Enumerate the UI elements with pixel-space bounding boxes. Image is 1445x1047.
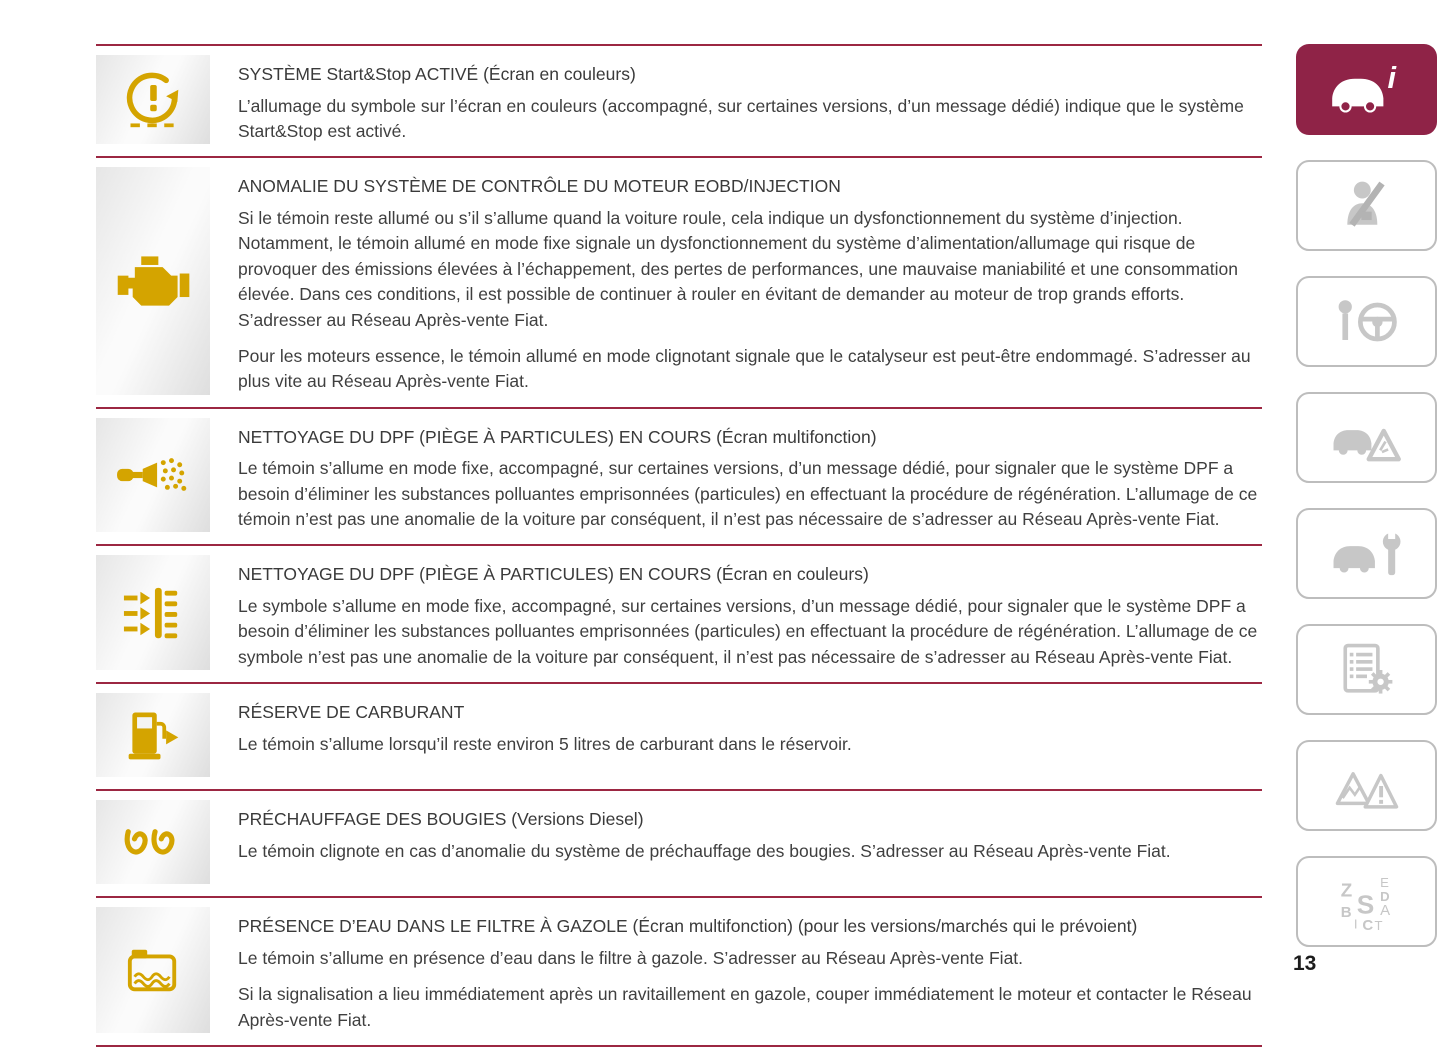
- section-paragraph: Le témoin clignote en cas d’anomalie du système de préchauffage des bougies. S’adresser au Réseau Après-vente Fiat.: [238, 840, 1171, 861]
- warning-light-cell: [96, 167, 210, 394]
- svg-text:C: C: [1361, 916, 1373, 932]
- section-paragraph: Le témoin s’allume en mode fixe, accompagné, sur certaines versions, d’un message dédié, pour signaler que le système DPF a besoin d’éliminer les substances polluantes emprisonnées (particules) en effectuant la procédure de régénération. L’allumage de ce témoin n’est pas une anomalie de la voiture par conséquent, il n’est pas nécessaire de s’adresser au Réseau Après-vente Fiat.: [238, 458, 1258, 529]
- section-paragraph: Le témoin s’allume lorsqu’il reste environ 5 litres de carburant dans le réservoir.: [238, 733, 852, 754]
- svg-text:E: E: [1379, 874, 1389, 890]
- warning-light-cell: [96, 907, 210, 1033]
- car-wrench-icon: [1330, 527, 1404, 581]
- seatbelt-person-icon: [1337, 176, 1397, 236]
- warning-light-cell: [96, 693, 210, 777]
- document-gear-icon: [1338, 641, 1396, 699]
- section-paragraph: L’allumage du symbole sur l’écran en couleurs (accompagné, sur certaines versions, d’un message dédié) indique que le système Start&Stop est activé.: [238, 95, 1244, 141]
- car-info-icon: [1324, 61, 1410, 119]
- section-paragraph: Pour les moteurs essence, le témoin allumé en mode clignotant signale que le catalyseur est peut-être endommagé. S’adresser au plus vite au Réseau Après-vente Fiat.: [238, 345, 1251, 392]
- svg-text:D: D: [1379, 888, 1390, 904]
- engine-check-indicator-icon: [113, 250, 193, 312]
- sidebar-item-emergency[interactable]: [1296, 740, 1437, 831]
- page-number: 13: [1293, 952, 1317, 975]
- dpf-cleaning-indicator-icon: [115, 450, 191, 500]
- section-eobd: [96, 156, 1262, 406]
- warning-light-cell: [96, 418, 210, 533]
- warning-triangles-icon: [1334, 759, 1400, 813]
- section-title: ANOMALIE DU SYSTÈME DE CONTRÔLE DU MOTEUR EOBD/INJECTION: [238, 176, 841, 197]
- svg-text:i: i: [1386, 60, 1396, 95]
- sidebar-item-vehicle-info[interactable]: [1296, 44, 1437, 135]
- section-paragraph: Si la signalisation a lieu immédiatement après un ravitaillement en gazole, couper immédiatement le moteur et contacter le Réseau Après-vente Fiat.: [238, 984, 1252, 1030]
- sidebar-item-safety[interactable]: [1296, 160, 1437, 251]
- sidebar-item-alphabetical-index[interactable]: [1296, 856, 1437, 947]
- glow-plug-indicator-icon: [120, 821, 186, 863]
- section-title: PRÉCHAUFFAGE DES BOUGIES (Versions Diesel): [238, 809, 644, 830]
- sidebar-item-starting-driving[interactable]: [1296, 276, 1437, 367]
- section-title: SYSTÈME Start&Stop ACTIVÉ (Écran en couleurs): [238, 64, 636, 84]
- svg-text:Z: Z: [1340, 878, 1352, 900]
- chapter-tab-sidebar: [1296, 44, 1437, 947]
- sidebar-item-maintenance[interactable]: [1296, 508, 1437, 599]
- svg-text:B: B: [1340, 903, 1352, 921]
- section-title: NETTOYAGE DU DPF (PIÈGE À PARTICULES) EN COURS (Écran multifonction): [238, 426, 877, 447]
- alphabet-letters-icon: [1337, 872, 1397, 932]
- sidebar-item-technical-data[interactable]: [1296, 624, 1437, 715]
- section-paragraph: Le témoin s’allume en présence d’eau dans le filtre à gazole. S’adresser au Réseau Après-vente Fiat.: [238, 947, 1024, 968]
- water-in-fuel-filter-indicator-icon: [122, 942, 184, 998]
- fuel-reserve-indicator-icon: [123, 705, 183, 765]
- manual-content: [96, 44, 1262, 1047]
- section-title: PRÉSENCE D’EAU DANS LE FILTRE À GAZOLE (Écran multifonction) (pour les versions/marchés qui le prévoient): [238, 916, 1138, 937]
- car-warning-triangle-icon: [1330, 411, 1404, 465]
- svg-text:A: A: [1379, 901, 1390, 919]
- section-paragraph: Si le témoin reste allumé ou s’il s’allume quand la voiture roule, cela indique un dysfonctionnement du système d’injection. Notamment, le témoin allumé en mode fixe signale un dysfonctionnement du système d’alimentation/allumage qui risque de provoquer des émissions élevées à l’échappement, des pertes de performances, une mauvaise maniabilité et une consommation élevée. Dans ces conditions, il est possible de continuer à rouler en évitant de demander au moteur de trop grands efforts. S’adresser au Réseau Après-vente Fiat.: [238, 208, 1239, 330]
- svg-text:S: S: [1356, 888, 1374, 919]
- section-start-stop: [96, 44, 1262, 156]
- section-fuel-reserve: [96, 682, 1262, 789]
- sidebar-item-warning-lights[interactable]: [1296, 392, 1437, 483]
- section-paragraph: Le symbole s’allume en mode fixe, accompagné, sur certaines versions, d’un message dédié, pour signaler que le système DPF a besoin d’éliminer les substances polluantes emprisonnées (particules) en effectuant la procédure de régénération. L’allumage de ce symbole n’est pas une anomalie de la voiture par conséquent, il n’est pas nécessaire de s’adresser au Réseau Après-vente Fiat.: [238, 596, 1258, 667]
- dpf-cleaning-color-screen-indicator-icon: [122, 582, 184, 644]
- gearshift-steering-wheel-icon: [1332, 294, 1402, 350]
- warning-light-cell: [96, 800, 210, 884]
- section-title: RÉSERVE DE CARBURANT: [238, 702, 465, 723]
- svg-text:T: T: [1374, 917, 1383, 932]
- section-glow-plug: [96, 789, 1262, 896]
- section-title: NETTOYAGE DU DPF (PIÈGE À PARTICULES) EN COURS (Écran en couleurs): [238, 564, 869, 585]
- warning-light-cell: [96, 55, 210, 144]
- section-water-in-fuel-filter: [96, 896, 1262, 1045]
- section-dpf-color-screen: [96, 544, 1262, 682]
- warning-light-cell: [96, 555, 210, 670]
- svg-text:I: I: [1353, 915, 1358, 931]
- section-dpf-multifunction: [96, 407, 1262, 545]
- start-stop-active-indicator-icon: [123, 70, 183, 130]
